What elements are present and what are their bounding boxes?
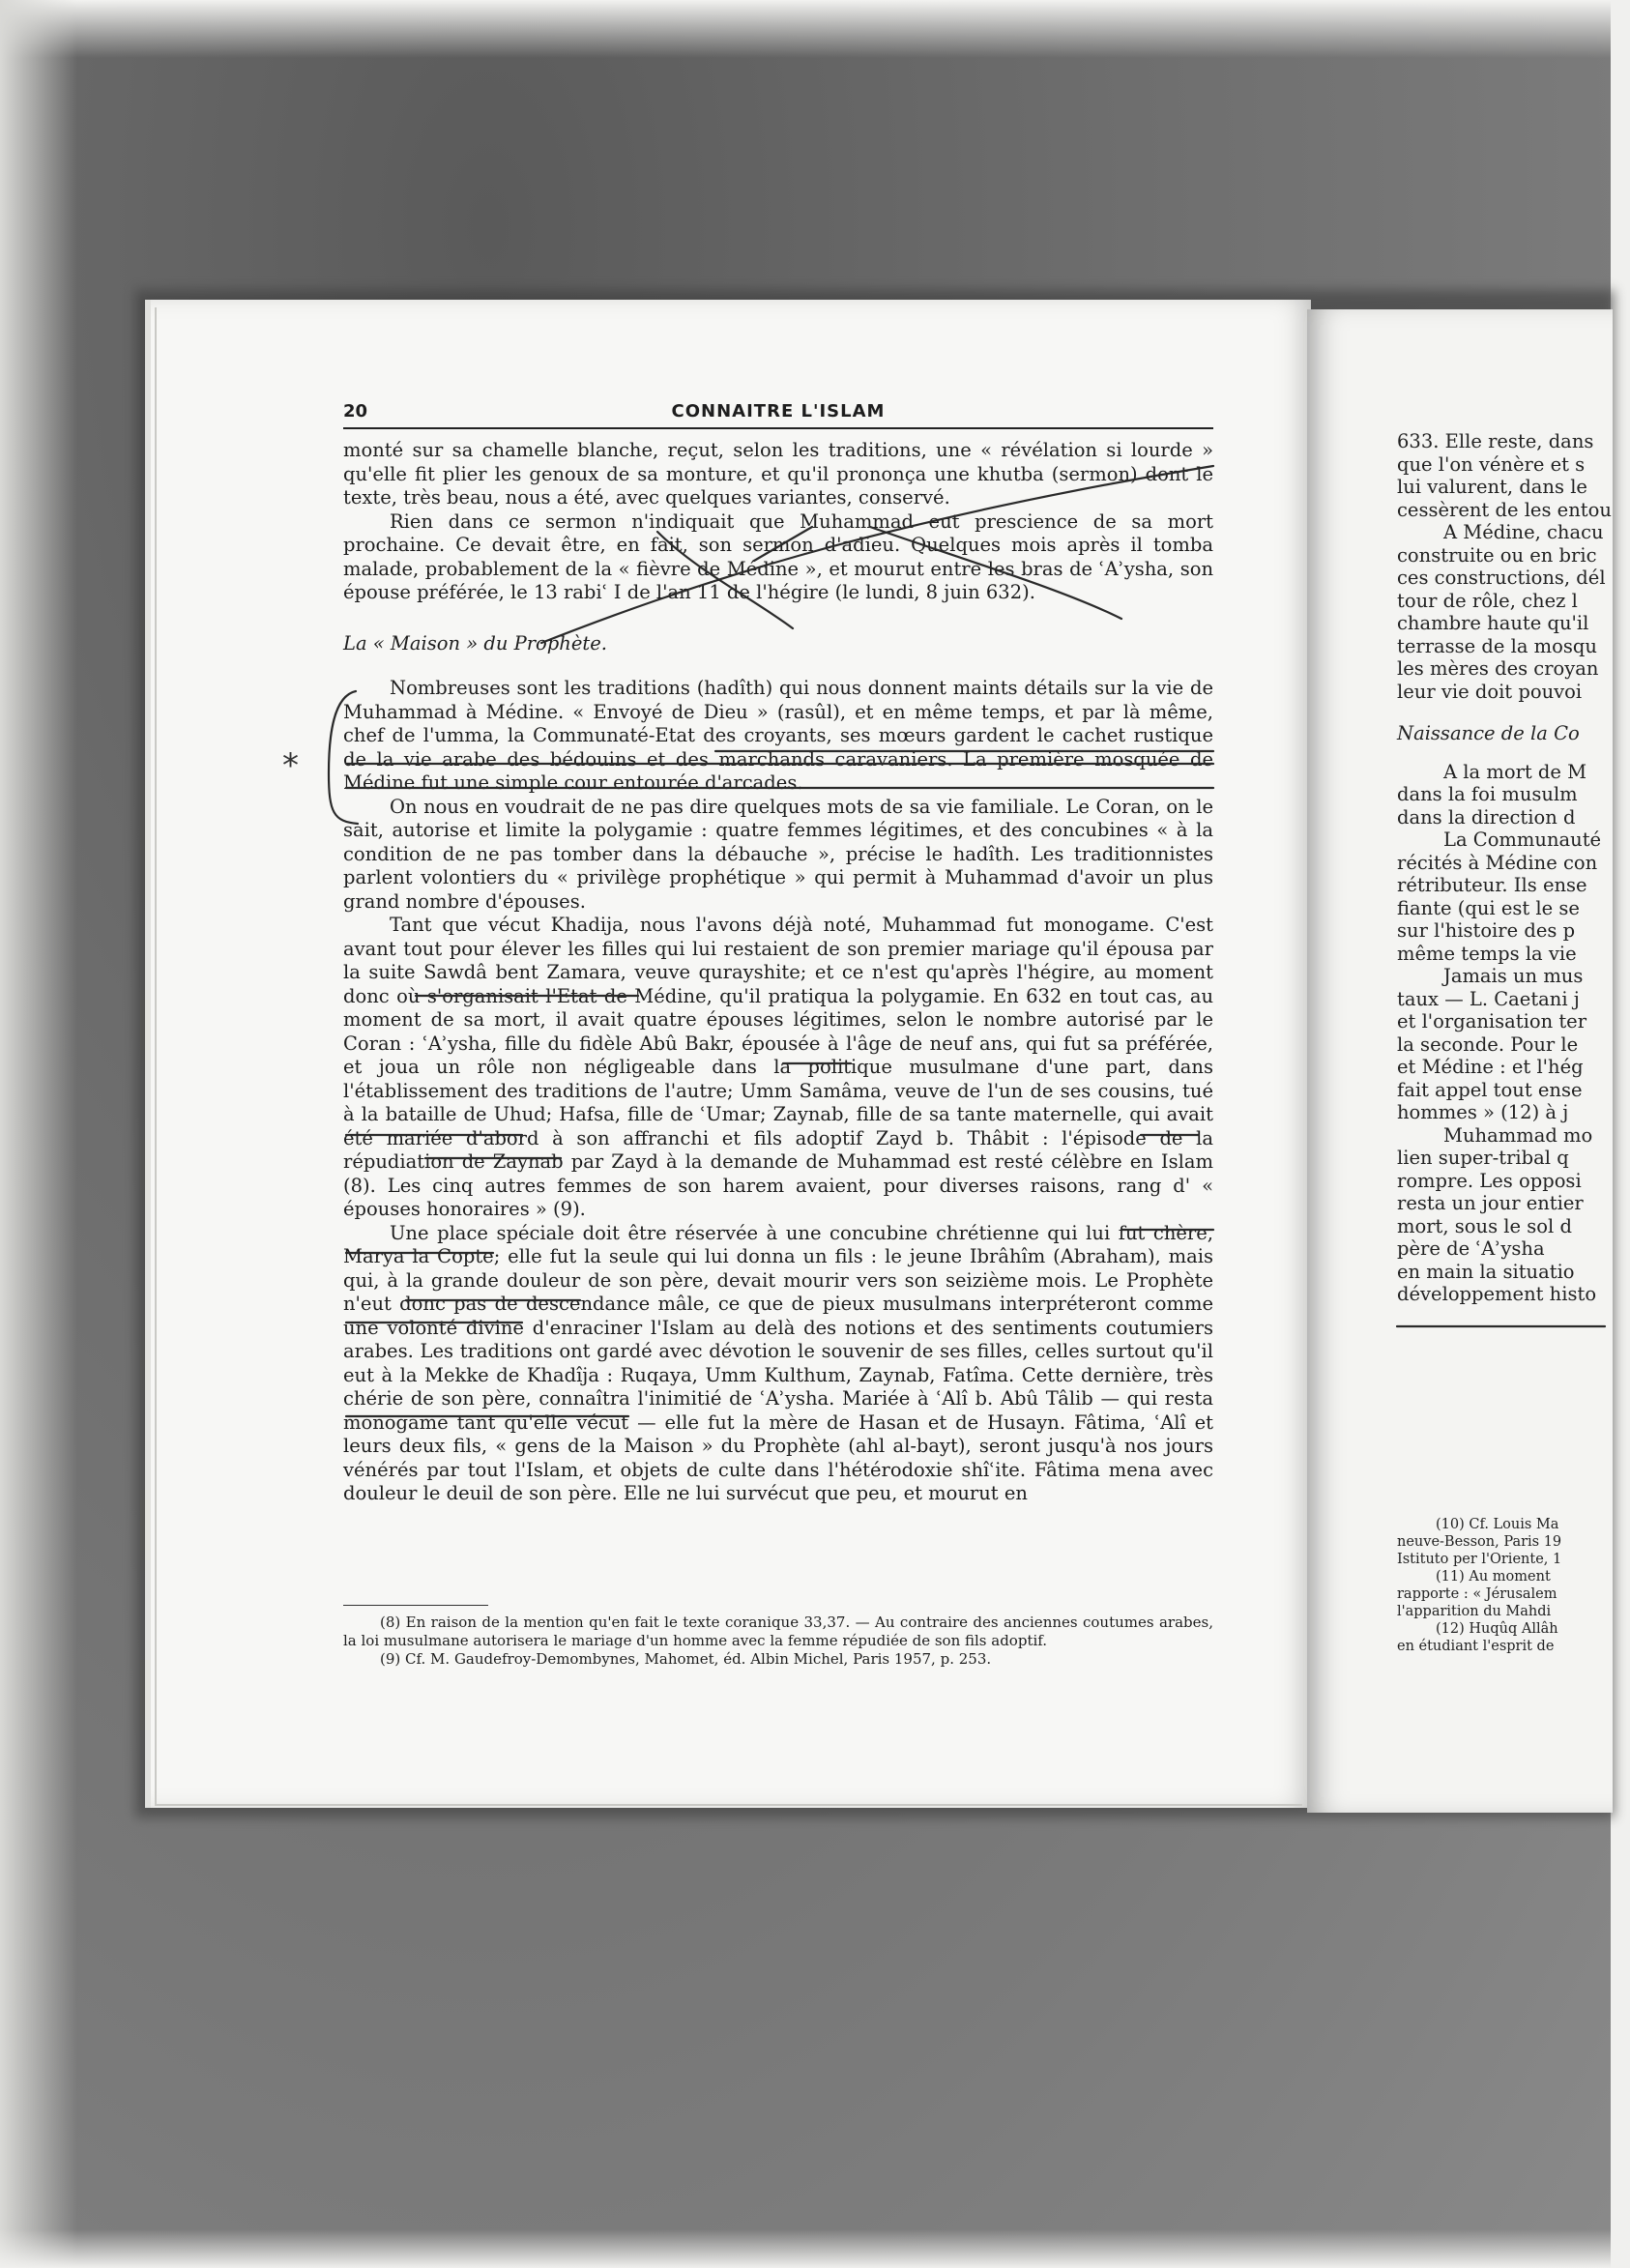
right-line: La Communauté — [1443, 829, 1602, 851]
right-line: dans la foi musulm — [1397, 783, 1578, 805]
right-line: sur l'histoire des p — [1397, 919, 1576, 942]
right-line: lien super-tribal q — [1397, 1147, 1569, 1169]
right-line: Jamais un mus — [1443, 965, 1584, 987]
right-line: les mères des croyan — [1397, 657, 1599, 680]
right-line: terrasse de la mosqu — [1397, 634, 1597, 657]
right-line: 633. Elle reste, dans — [1397, 430, 1594, 452]
right-line: A Médine, chacu — [1443, 521, 1604, 543]
right-line: que l'on vénère et s — [1397, 452, 1586, 476]
right-line: rompre. Les opposi — [1397, 1169, 1582, 1192]
right-line: resta un jour entier — [1397, 1192, 1584, 1214]
left-page-content — [343, 396, 1213, 1506]
paragraph-5: Tant que vécut Khadija, nous l'avons déjà noté, Muhammad fut monogame. C'est avant tout pour élever les filles qui lui restaient de son premier mariage qu'il épousa par la suite Sawdâ bent Zamara, veuve qurayshite; et ce n'est qu'après l'hégire, au moment donc où s'organisait l'Etat de Médine, qu'il pratiqua la polygamie. En 632 en tout cas, au moment de sa mort, il avait quatre épouses légitimes, selon le nombre autorisé par le Coran : ʿAʾysha, fille du fidèle Abû Bakr, épousée à l'âge de neuf ans, qui fut sa préférée, et joua un rôle non négligeable dans la politique musulmane d'une part, dans l'établissement des traditions de l'autre; Umm Samâma, veuve de l'un de ses cousins, tué à la bataille de Uhud; Hafsa, fille de ʿUmar; Zaynab, fille de sa tante maternelle, qui avait été mariée d'abord à son affranchi et fils adoptif Zayd b. Thâbit : l'épisode de la répudiation de Zaynab par Zayd à la demande de Muhammad est resté célèbre en Islam (8). Les cinq autres femmes de son harem avaient, pour diverses raisons, rang d' « épouses honoraires » (9). — [343, 914, 1213, 1220]
right-footnotes — [1397, 1516, 1630, 1655]
right-line: ces constructions, dél — [1397, 567, 1606, 589]
paragraph-6: Une place spéciale doit être réservée à une concubine chrétienne qui lui fut chère, Marya la Copte; elle fut la seule qui lui donna un fils : le jeune Ibrâhîm (Abraham), mais qui, à la grande douleur de son père, devait mourir vers son seizième mois. Le Prophète n'eut donc pas de descendance mâle, ce que de pieux musulmans interpréteront comme une volonté divine d'enraciner l'Islam au delà des notions et des sentiments coutumiers arabes. Les traditions ont gardé avec dévotion le souvenir de ses filles, celles surtout qu'il eut à la Mekke de Khadîja : Ruqaya, Umm Kulthum, Zaynab, Fatîma. Cette dernière, très chérie de son père, connaîtra l'inimitié de ʿAʾysha. Mariée à ʿAlî b. Abû Tâlib — qui resta monogame tant qu'elle vécut — elle fut la mère de Hasan et de Husayn. Fâtima, ʿAlî et leurs deux fils, « gens de la Maison » du Prophète (ahl al-bayt), seront jusqu'à nos jours vénérés par tout l'Islam, et objets de culte dans l'hétérodoxie shîʿite. Fâtima mena avec douleur le deuil de son père. Elle ne lui survécut que peu, et mourut en — [343, 1221, 1213, 1504]
paragraph-2: Rien dans ce sermon n'indiquait que Muhammad eut prescience de sa mort prochaine. Ce devait être, en fait, son sermon d'adieu. Quelques mois après il tomba malade, probablement de la « fièvre de Médine », et mourut entre les bras de ʿAʾysha, son épouse préférée, le 13 rabiʿ I de l'an 11 de l'hégire (le lundi, 8 juin 632). — [343, 509, 1213, 603]
running-title: CONNAITRE L'ISLAM — [671, 401, 886, 422]
right-page-content — [1397, 430, 1630, 1306]
left-footnotes — [343, 1605, 1213, 1669]
right-footnote-line: Istituto per l'Oriente, 1 — [1397, 1552, 1562, 1567]
right-footnote-line: neuve-Besson, Paris 19 — [1397, 1534, 1562, 1550]
right-footnote-line: (11) Au moment — [1436, 1569, 1551, 1585]
right-line: fiante (qui est le se — [1397, 896, 1580, 919]
right-footnote-line: en étudiant l'esprit de — [1397, 1639, 1555, 1654]
section-title: La « Maison » du Prophète. — [343, 631, 607, 654]
right-line: récités à Médine con — [1397, 851, 1598, 874]
page-number: 20 — [343, 401, 368, 422]
right-line: cessèrent de les entou — [1397, 498, 1612, 521]
right-line: dans la direction d — [1397, 805, 1576, 829]
right-line: fait appel tout ense — [1397, 1078, 1583, 1101]
right-line: chambre haute qu'il — [1397, 612, 1589, 634]
right-line: A la mort de M — [1443, 760, 1587, 783]
right-line: en main la situatio — [1397, 1260, 1575, 1283]
footnote-8: (8) En raison de la mention qu'en fait le texte coranique 33,37. — Au contraire des anciennes coutumes arabes, la loi musulmane autorisera le mariage d'un homme avec la femme répudiée de son fils adoptif. — [343, 1614, 1213, 1649]
right-line: Muhammad mo — [1443, 1123, 1593, 1147]
right-footnote-line: (10) Cf. Louis Ma — [1436, 1517, 1559, 1532]
right-footnote-line: l'apparition du Mahdi — [1397, 1604, 1552, 1619]
right-line: et l'organisation ter — [1397, 1010, 1587, 1032]
paragraph-1: monté sur sa chamelle blanche, reçut, selon les traditions, une « révélation si lourde » qu'elle fit plier les genoux de sa monture, et qu'il prononça une khutba (sermon) dont le texte, très beau, nous a été, avec quelques variantes, conservé. — [343, 439, 1213, 509]
right-line: leur vie doit pouvoi — [1397, 680, 1583, 703]
right-line: hommes » (12) à j — [1397, 1101, 1569, 1123]
right-line: taux — L. Caetani j — [1397, 987, 1580, 1010]
right-line: tour de rôle, chez l — [1397, 589, 1578, 612]
scan-left-margin — [0, 0, 77, 2268]
right-line: la seconde. Pour le — [1397, 1032, 1579, 1056]
footnote-9: (9) Cf. M. Gaudefroy-Demombynes, Mahomet, éd. Albin Michel, Paris 1957, p. 253. — [380, 1650, 992, 1668]
right-section-title: Naissance de la Co — [1397, 722, 1580, 744]
right-footnote-line: rapporte : « Jérusalem — [1397, 1586, 1557, 1602]
right-footnote-line: (12) Huqûq Allâh — [1436, 1621, 1558, 1637]
right-line: construite ou en bric — [1397, 543, 1597, 567]
right-line: père de ʿAʾysha — [1397, 1237, 1545, 1260]
right-line: lui valurent, dans le — [1397, 476, 1587, 498]
paragraph-3: Nombreuses sont les traditions (hadîth) qui nous donnent maints détails sur la vie de Muhammad à Médine. « Envoyé de Dieu » (rasûl), et en même temps, et par là même, chef de l'umma, la Communaté-Etat des croyants, ses mœurs gardent le cachet rustique de la vie arabe des bédouins et des marchands caravaniers. La première mosquée de Médine fut une simple cour entourée d'arcades. — [343, 677, 1213, 794]
page-header — [343, 396, 1213, 429]
scan-top-margin — [0, 0, 1630, 58]
right-line: développement histo — [1397, 1283, 1597, 1305]
paragraph-4: On nous en voudrait de ne pas dire quelques mots de sa vie familiale. Le Coran, on le sait, autorise et limite la polygamie : quatre femmes légitimes, et des concubines « à la condition de ne pas tomber dans la débauche », précise le hadîth. Les traditionnistes parlent volontiers du « privilège prophétique » qui permit à Muhammad d'avoir un plus grand nombre d'épouses. — [343, 795, 1213, 913]
right-line: mort, sous le sol d — [1397, 1214, 1572, 1237]
right-line: rétributeur. Ils ense — [1397, 874, 1587, 896]
right-line: et Médine : et l'hég — [1397, 1056, 1584, 1078]
scan-bottom-margin — [0, 2229, 1630, 2268]
right-line: même temps la vie — [1397, 942, 1577, 965]
footnote-rule — [343, 1605, 488, 1606]
margin-asterisk: * — [282, 746, 299, 785]
